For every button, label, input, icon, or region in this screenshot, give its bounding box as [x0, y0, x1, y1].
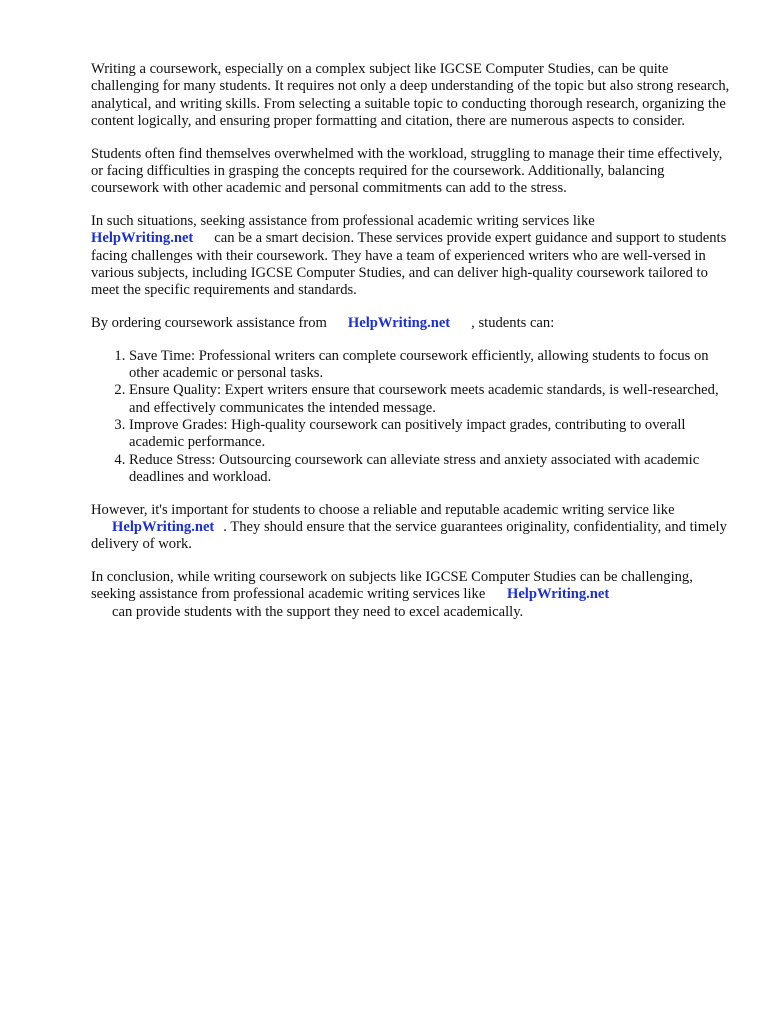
- assistance-text-after: can be a smart decision. These services provide expert guidance and support to students facing challenges with their coursework. They have a team of experienced writers who are well-versed in various subjects, including IGCSE Computer Studies, and can deliver high-quality coursework tailored to meet the specific requirements and standards.: [91, 230, 727, 299]
- benefits-list: [91, 348, 731, 486]
- intro-text: Writing a coursework, especially on a complex subject like IGCSE Computer Studies, can be quite challenging for many students. It requires not only a deep understanding of the topic but also strong research, analytical, and writing skills. From selecting a suitable topic to conducting thorough research, organizing the content logically, and ensuring proper formatting and citation, there are numerous aspects to consider.: [91, 61, 730, 129]
- list-item: 2. Ensure Quality: Expert writers ensure that coursework meets academic standards, is well-researched, and effectively communicates the intended message.: [129, 382, 731, 417]
- conclusion-text-after: can provide students with the support they need to excel academically.: [112, 603, 524, 620]
- reliability-text-before: However, it's important for students to choose a reliable and reputable academic writing service like: [91, 501, 675, 518]
- conclusion-text-before: In conclusion, while writing coursework on subjects like IGCSE Computer Studies can be challenging, seeking assistance from professional academic writing services like: [91, 569, 693, 603]
- ordering-text-after: , students can:: [471, 315, 555, 332]
- reliability-paragraph: [91, 502, 731, 554]
- challenges-text: Students often find themselves overwhelmed with the workload, struggling to manage their time effectively, or facing difficulties in grasping the concepts required for the coursework. Additionally, balancing coursework with other academic and personal commitments can add to the stress.: [91, 145, 723, 197]
- conclusion-paragraph: [91, 569, 731, 621]
- ordering-text-before: By ordering coursework assistance from: [91, 315, 327, 332]
- challenges-paragraph: [91, 146, 731, 198]
- list-item: 3. Improve Grades: High-quality coursework can positively impact grades, contributing to overall academic performance.: [129, 417, 731, 452]
- assistance-text-before: In such situations, seeking assistance from professional academic writing services like: [91, 213, 595, 230]
- reliability-text-after: . They should ensure that the service guarantees originality, confidentiality, and timely delivery of work.: [91, 519, 727, 553]
- list-item: 1. Save Time: Professional writers can complete coursework efficiently, allowing students to focus on other academic or personal tasks.: [129, 348, 731, 383]
- document-body: [91, 61, 731, 637]
- helpwriting-link[interactable]: HelpWriting.net: [347, 315, 451, 332]
- helpwriting-link[interactable]: HelpWriting.net: [112, 519, 215, 536]
- helpwriting-link[interactable]: HelpWriting.net: [91, 230, 194, 247]
- intro-paragraph: [91, 61, 731, 130]
- helpwriting-link[interactable]: HelpWriting.net: [506, 586, 610, 603]
- ordering-paragraph: [91, 315, 731, 332]
- list-item: 4. Reduce Stress: Outsourcing coursework can alleviate stress and anxiety associated with academic deadlines and workload.: [129, 452, 731, 487]
- assistance-paragraph: [91, 213, 731, 299]
